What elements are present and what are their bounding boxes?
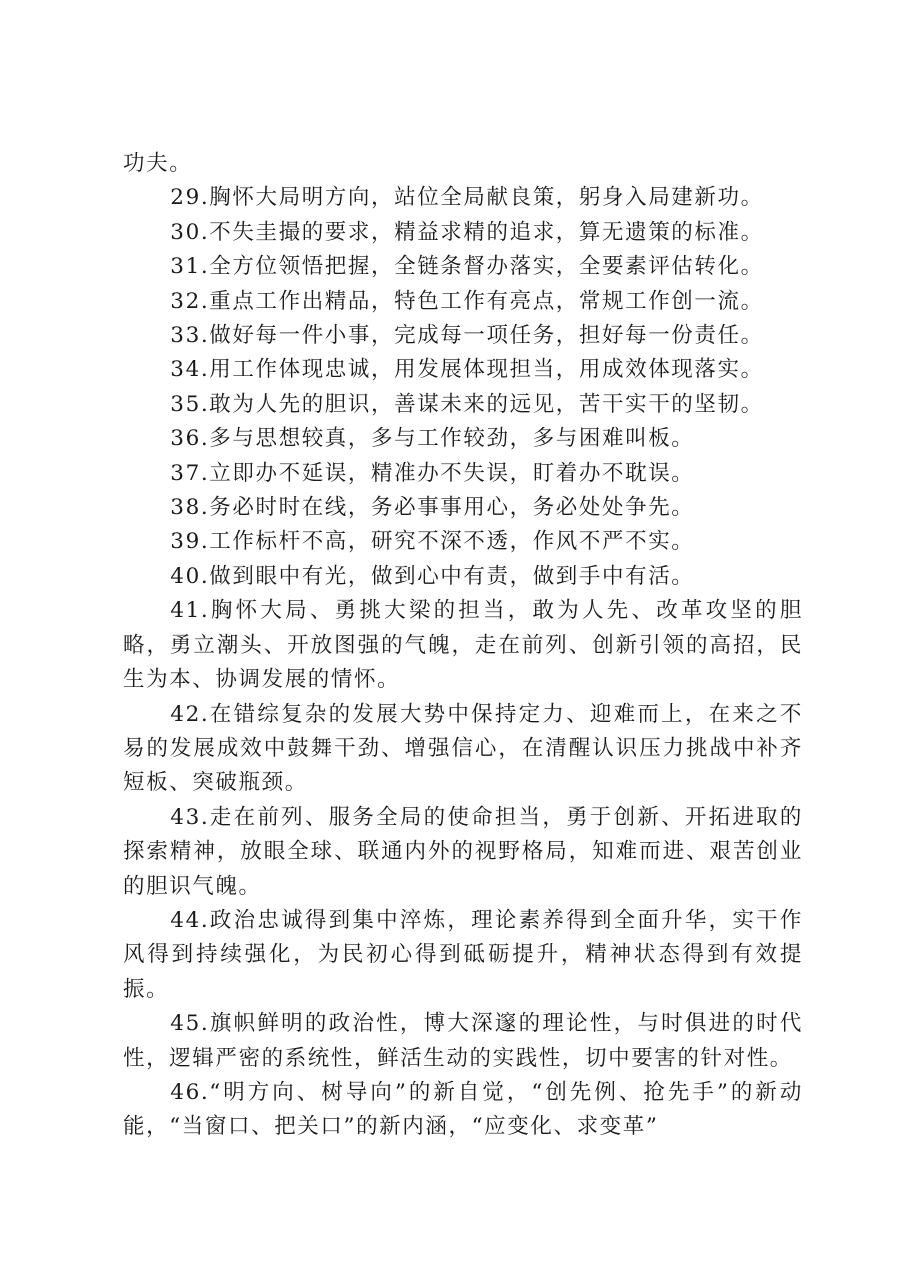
paragraph-40: 40.做到眼中有光，做到心中有责，做到手中有活。 bbox=[170, 563, 695, 589]
paragraph-34: 34.用工作体现忠诚，用发展体现担当，用成效体现落实。 bbox=[170, 357, 764, 383]
paragraph-46: 46.“明方向、树导向”的新自觉，“创先例、抢先手”的新动能，“当窗口、把关口”的新内涵，“应变化、求变革” bbox=[123, 1079, 803, 1140]
paragraph-29: 29.胸怀大局明方向，站位全局献良策，躬身入局建新功。 bbox=[170, 185, 764, 211]
paragraph-41: 41.胸怀大局、勇挑大梁的担当，敢为人先、改革攻坚的胆略，勇立潮头、开放图强的气魄，走在前列、创新引领的高招，民生为本、协调发展的情怀。 bbox=[123, 598, 803, 693]
paragraph-38: 38.务必时时在线，务必事事用心，务必处处争先。 bbox=[170, 495, 695, 521]
document-body bbox=[123, 147, 803, 1145]
paragraph-43: 43.走在前列、服务全局的使命担当，勇于创新、开拓进取的探索精神，放眼全球、联通内外的视野格局，知难而进、艰苦创业的胆识气魄。 bbox=[123, 804, 803, 899]
paragraph-31: 31.全方位领悟把握，全链条督办落实，全要素评估转化。 bbox=[170, 254, 764, 280]
paragraph-33: 33.做好每一件小事，完成每一项任务，担好每一份责任。 bbox=[170, 323, 764, 349]
paragraph-39: 39.工作标杆不高，研究不深不透，作风不严不实。 bbox=[170, 529, 695, 555]
paragraph-37: 37.立即办不延误，精准办不失误，盯着办不耽误。 bbox=[170, 460, 695, 486]
paragraph-36: 36.多与思想较真，多与工作较劲，多与困难叫板。 bbox=[170, 426, 695, 452]
paragraph-42: 42.在错综复杂的发展大势中保持定力、迎难而上，在来之不易的发展成效中鼓舞干劲、增强信心，在清醒认识压力挑战中补齐短板、突破瓶颈。 bbox=[123, 701, 803, 796]
paragraph-44: 44.政治忠诚得到集中淬炼，理论素养得到全面升华，实干作风得到持续强化，为民初心得到砥砺提升，精神状态得到有效提振。 bbox=[123, 907, 803, 1002]
paragraph-30: 30.不失圭撮的要求，精益求精的追求，算无遗策的标准。 bbox=[170, 219, 764, 245]
paragraph-32: 32.重点工作出精品，特色工作有亮点，常规工作创一流。 bbox=[170, 288, 764, 314]
paragraph-35: 35.敢为人先的胆识，善谋未来的远见，苦干实干的坚韧。 bbox=[170, 391, 764, 417]
paragraph-continuation: 功夫。 bbox=[123, 151, 193, 176]
paragraph-45: 45.旗帜鲜明的政治性，博大深邃的理论性，与时俱进的时代性，逻辑严密的系统性，鲜活生动的实践性，切中要害的针对性。 bbox=[123, 1011, 803, 1071]
